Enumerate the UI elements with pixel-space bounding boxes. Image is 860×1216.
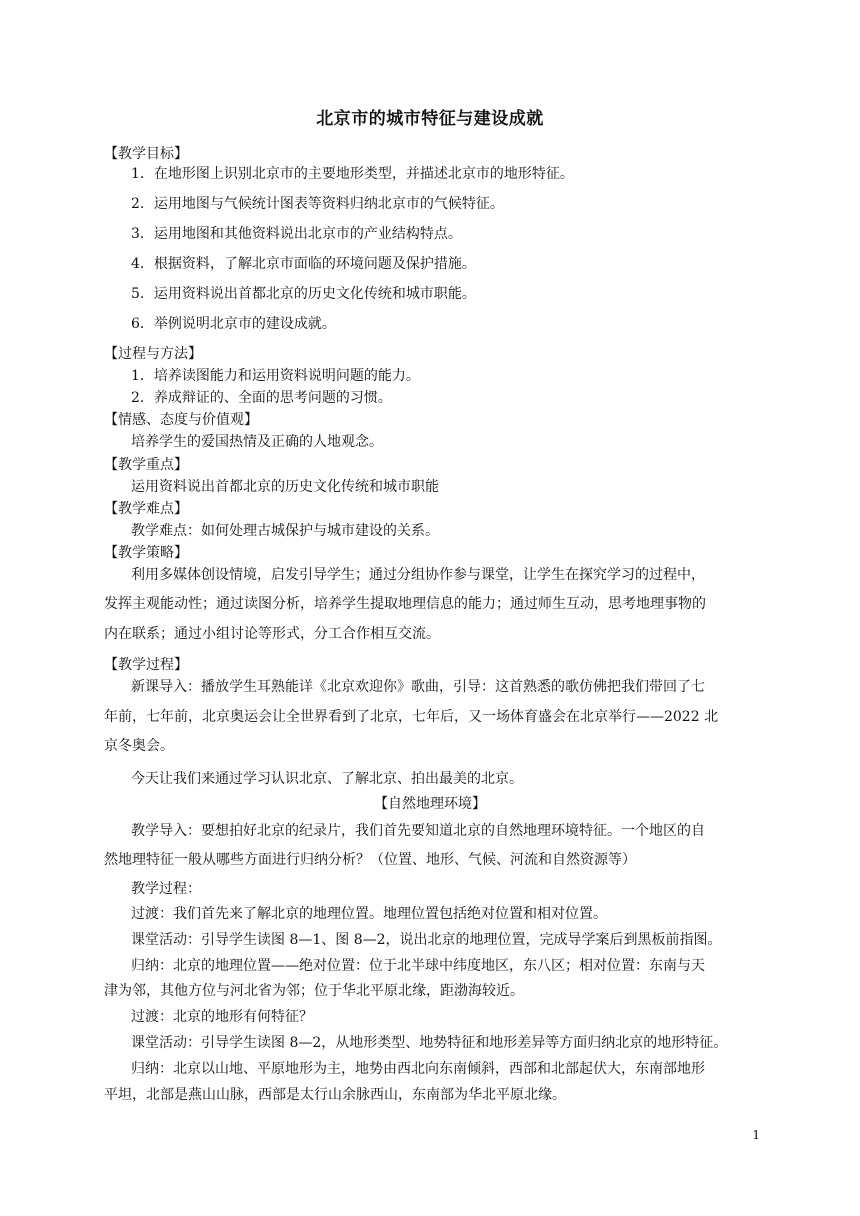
natural-line: 过渡：北京的地形有何特征？ [131, 1009, 313, 1025]
difficulty-text: 教学难点：如何处理古城保护与城市建设的关系。 [131, 523, 439, 539]
goal-item: 6．举例说明北京市的建设成就。 [131, 316, 336, 332]
strategy-line: 内在联系；通过小组讨论等形式，分工合作相互交流。 [104, 626, 440, 642]
strategy-line: 利用多媒体创设情境，启发引导学生；通过分组协作参与课堂，让学生在探究学习的过程中， [131, 567, 705, 583]
key-text: 运用资料说出首都北京的历史文化传统和城市职能 [131, 479, 439, 495]
emotion-heading: 【情感、态度与价值观】 [104, 412, 258, 428]
process-item: 2．养成辩证的、全面的思考问题的习惯。 [131, 390, 392, 406]
procedure-heading: 【教学过程】 [104, 657, 188, 673]
process-heading: 【过程与方法】 [104, 346, 202, 362]
natural-line: 教学导入：要想拍好北京的纪录片，我们首先要知道北京的自然地理环境特征。一个地区的自 [131, 823, 705, 839]
process-item: 1．培养读图能力和运用资料说明问题的能力。 [131, 368, 420, 384]
page-number: 1 [752, 1128, 760, 1142]
goal-item: 1．在地形图上识别北京市的主要地形类型，并描述北京市的地形特征。 [131, 166, 574, 182]
goal-item: 3．运用地图和其他资料说出北京市的产业结构特点。 [131, 226, 462, 242]
goal-item: 2．运用地图与气候统计图表等资料归纳北京市的气候特征。 [131, 196, 504, 212]
natural-line: 课堂活动：引导学生读图 8—2，从地形类型、地势特征和地形差异等方面归纳北京的地形特征。 [131, 1035, 728, 1051]
intro-line: 年前，七年前，北京奥运会让全世界看到了北京，七年后，又一场体育盛会在北京举行——2022 北 [104, 709, 719, 725]
strategy-line: 发挥主观能动性；通过读图分析，培养学生提取地理信息的能力；通过师生互动，思考地理事物的 [104, 596, 706, 612]
key-heading: 【教学重点】 [104, 457, 188, 473]
natural-line: 教学过程： [131, 881, 201, 897]
natural-line: 课堂活动：引导学生读图 8—1、图 8—2，说出北京的地理位置，完成导学案后到黑板前指图。 [131, 932, 722, 948]
natural-line: 平坦，北部是燕山山脉，西部是太行山余脉西山，东南部为华北平原北缘。 [104, 1087, 566, 1103]
natural-heading: 【自然地理环境】 [374, 796, 486, 812]
natural-line: 过渡：我们首先来了解北京的地理位置。地理位置包括绝对位置和相对位置。 [131, 906, 607, 922]
goal-item: 5．运用资料说出首都北京的历史文化传统和城市职能。 [131, 286, 476, 302]
emotion-text: 培养学生的爱国热情及正确的人地观念。 [131, 434, 383, 450]
goals-heading: 【教学目标】 [104, 146, 188, 162]
intro-line: 京冬奥会。 [104, 738, 174, 754]
natural-line: 津为邻，其他方位与河北省为邻；位于华北平原北缘，距渤海较近。 [104, 983, 524, 999]
natural-line: 然地理特征一般从哪些方面进行归纳分析？（位置、地形、气候、河流和自然资源等） [104, 852, 636, 868]
natural-line: 归纳：北京的地理位置——绝对位置：位于北半球中纬度地区，东八区；相对位置：东南与天 [131, 958, 705, 974]
natural-line: 归纳：北京以山地、平原地形为主，地势由西北向东南倾斜，西部和北部起伏大，东南部地形 [131, 1061, 705, 1077]
intro-line: 新课导入：播放学生耳熟能详《北京欢迎你》歌曲，引导：这首熟悉的歌仿佛把我们带回了七 [131, 679, 705, 695]
goal-item: 4．根据资料，了解北京市面临的环境问题及保护措施。 [131, 256, 476, 272]
document-title: 北京市的城市特征与建设成就 [316, 109, 544, 129]
today-line: 今天让我们来通过学习认识北京、了解北京、拍出最美的北京。 [131, 771, 523, 787]
strategy-heading: 【教学策略】 [104, 545, 188, 561]
difficulty-heading: 【教学难点】 [104, 501, 188, 517]
